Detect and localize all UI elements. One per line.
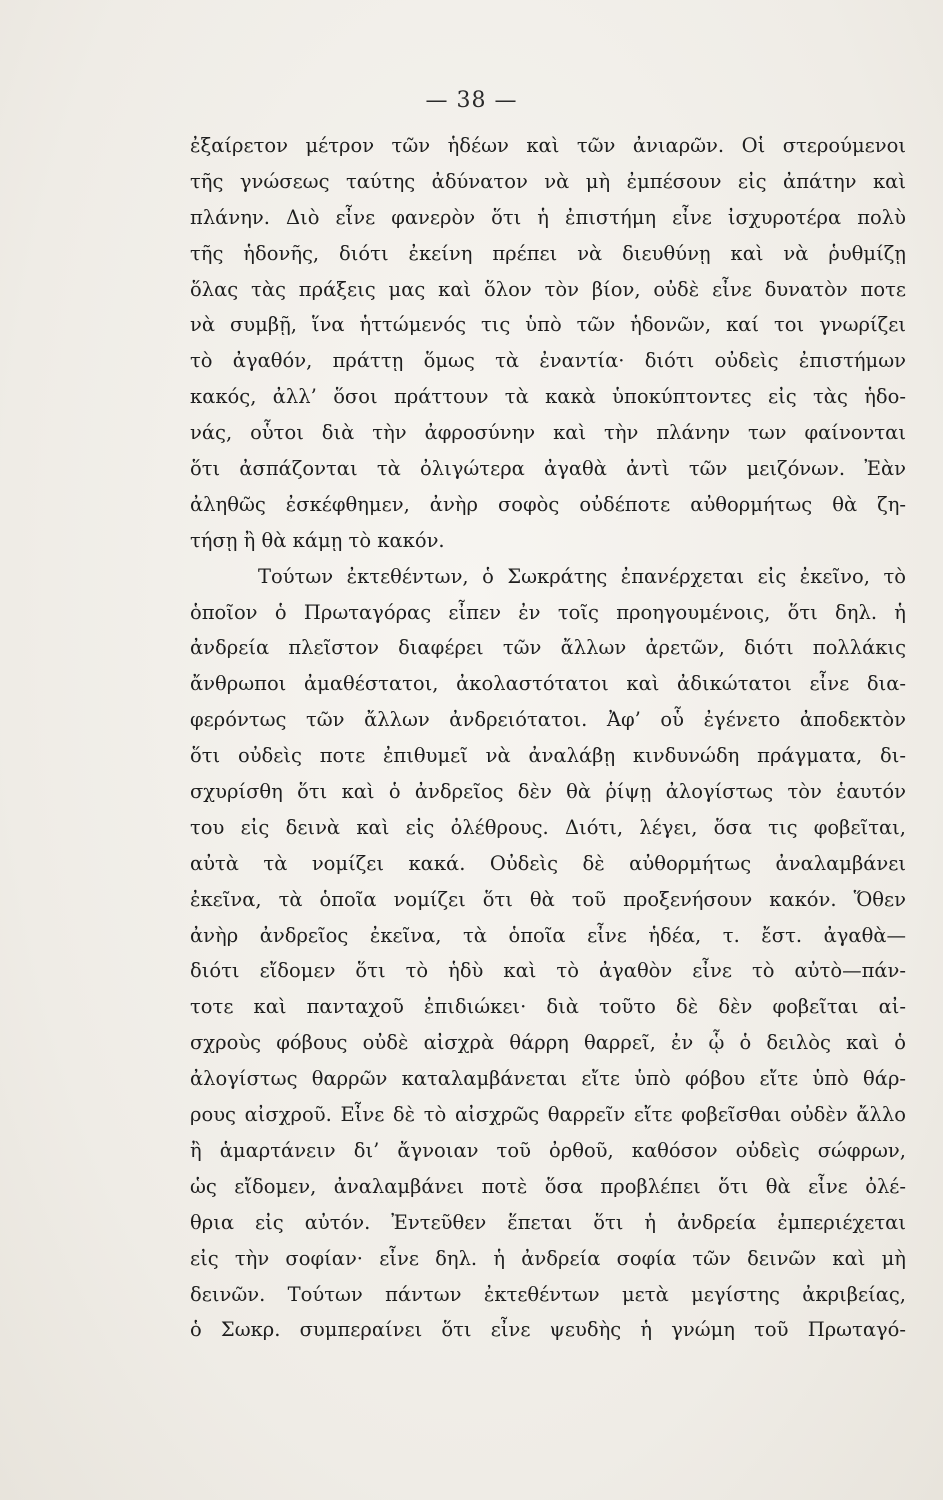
text-line: ἀληθῶς ἐσκέφθημεν, ἀνὴρ σοφὸς οὐδέποτε αὐθορμήτως θὰ ζη- xyxy=(190,492,906,516)
text-line: ἄνθρωποι ἀμαθέστατοι, ἀκολαστότατοι καὶ ἀδικώτατοι εἶνε δια- xyxy=(190,672,906,696)
text-line: τοτε καὶ πανταχοῦ ἐπιδιώκει· διὰ τοῦτο δὲ δὲν φοβεῖται αἰ- xyxy=(190,995,906,1019)
text-line: σχροὺς φόβους οὐδὲ αἰσχρὰ θάρρη θαρρεῖ, ἐν ᾧ ὁ δειλὸς καὶ ὁ xyxy=(190,1031,906,1055)
text-line: ὁποῖον ὁ Πρωταγόρας εἶπεν ἐν τοῖς προηγουμένοις, ὅτι δηλ. ἡ xyxy=(190,600,906,624)
text-line: ἀλογίστως θαρρῶν καταλαμβάνεται εἴτε ὑπὸ φόβου εἴτε ὑπὸ θάρ- xyxy=(190,1067,906,1091)
text-line: ὅλας τὰς πράξεις μας καὶ ὅλον τὸν βίον, οὐδὲ εἶνε δυνατὸν ποτε xyxy=(190,277,906,301)
text-line: νὰ συμβῇ, ἵνα ἡττώμενός τις ὑπὸ τῶν ἡδονῶν, καί τοι γνωρίζει xyxy=(190,313,906,337)
text-line: τῆς ἡδονῆς, διότι ἐκείνη πρέπει νὰ διευθύνῃ καὶ νὰ ῥυθμίζῃ xyxy=(190,241,906,265)
paragraph-end-line: τήσῃ ἢ θὰ κάμῃ τὸ κακόν. xyxy=(190,528,445,552)
text-line: ἀνδρεία πλεῖστον διαφέρει τῶν ἄλλων ἀρετῶν, διότι πολλάκις xyxy=(190,636,906,660)
text-line: εἰς τὴν σοφίαν· εἶνε δηλ. ἡ ἀνδρεία σοφία τῶν δεινῶν καὶ μὴ xyxy=(190,1246,906,1270)
text-line: δεινῶν. Τούτων πάντων ἐκτεθέντων μετὰ μεγίστης ἀκριβείας, xyxy=(190,1282,906,1306)
body-text xyxy=(190,128,906,1348)
text-line: κακός, ἀλλ’ ὅσοι πράττουν τὰ κακὰ ὑποκύπτοντες εἰς τὰς ἡδο- xyxy=(190,385,906,409)
page-number: — 38 — xyxy=(425,88,518,113)
text-line: θρια εἰς αὐτόν. Ἐντεῦθεν ἕπεται ὅτι ἡ ἀνδρεία ἐμπεριέχεται xyxy=(190,1210,906,1234)
text-line: φερόντως τῶν ἄλλων ἀνδρειότατοι. Ἀφ’ οὗ ἐγένετο ἀποδεκτὸν xyxy=(190,708,906,732)
text-line: ἀνὴρ ἀνδρεῖος ἐκεῖνα, τὰ ὁποῖα εἶνε ἡδέα, τ. ἔστ. ἀγαθὰ— xyxy=(190,923,906,947)
text-line: του εἰς δεινὰ καὶ εἰς ὀλέθρους. Διότι, λέγει, ὅσα τις φοβεῖται, xyxy=(190,815,906,839)
text-line: νάς, οὗτοι διὰ τὴν ἀφροσύνην καὶ τὴν πλάνην των φαίνονται xyxy=(190,421,906,445)
text-line: ὡς εἴδομεν, ἀναλαμβάνει ποτὲ ὅσα προβλέπει ὅτι θὰ εἶνε ὀλέ- xyxy=(190,1174,906,1198)
text-line: διότι εἴδομεν ὅτι τὸ ἡδὺ καὶ τὸ ἀγαθὸν εἶνε τὸ αὐτὸ—πάν- xyxy=(190,959,906,983)
text-line: ὅτι οὐδεὶς ποτε ἐπιθυμεῖ νὰ ἀναλάβῃ κινδυνώδη πράγματα, δι- xyxy=(190,744,906,768)
text-line: ὁ Σωκρ. συμπεραίνει ὅτι εἶνε ψευδὴς ἡ γνώμη τοῦ Πρωταγό- xyxy=(190,1318,906,1342)
text-line: τὸ ἀγαθόν, πράττῃ ὅμως τὰ ἐναντία· διότι οὐδεὶς ἐπιστήμων xyxy=(190,349,906,373)
text-line: ἐξαίρετον μέτρον τῶν ἡδέων καὶ τῶν ἀνιαρῶν. Οἱ στερούμενοι xyxy=(190,134,906,157)
text-line: αὐτὰ τὰ νομίζει κακά. Οὐδεὶς δὲ αὐθορμήτως ἀναλαμβάνει xyxy=(190,851,906,875)
text-line: πλάνην. Διὸ εἶνε φανερὸν ὅτι ἡ ἐπιστήμη εἶνε ἰσχυροτέρα πολὺ xyxy=(190,205,906,229)
text-line: ὅτι ἀσπάζονται τὰ ὀλιγώτερα ἀγαθὰ ἀντὶ τῶν μειζόνων. Ἐὰν xyxy=(190,457,906,481)
text-line: ἢ ἁμαρτάνειν δι’ ἄγνοιαν τοῦ ὀρθοῦ, καθόσον οὐδεὶς σώφρων, xyxy=(190,1138,906,1162)
text-line: σχυρίσθη ὅτι καὶ ὁ ἀνδρεῖος δὲν θὰ ῥίψῃ ἀλογίστως τὸν ἑαυτόν xyxy=(190,780,906,804)
text-line: ρους αἰσχροῦ. Εἶνε δὲ τὸ αἰσχρῶς θαρρεῖν εἴτε φοβεῖσθαι οὐδὲν ἄλλο xyxy=(190,1103,906,1127)
paragraph-start-line: Τούτων ἐκτεθέντων, ὁ Σωκράτης ἐπανέρχεται εἰς ἐκεῖνο, τὸ xyxy=(258,564,906,588)
text-line: τῆς γνώσεως ταύτης ἀδύνατον νὰ μὴ ἐμπέσουν εἰς ἀπάτην καὶ xyxy=(190,169,906,193)
text-line: ἐκεῖνα, τὰ ὁποῖα νομίζει ὅτι θὰ τοῦ προξενήσουν κακόν. Ὅθεν xyxy=(190,887,906,911)
